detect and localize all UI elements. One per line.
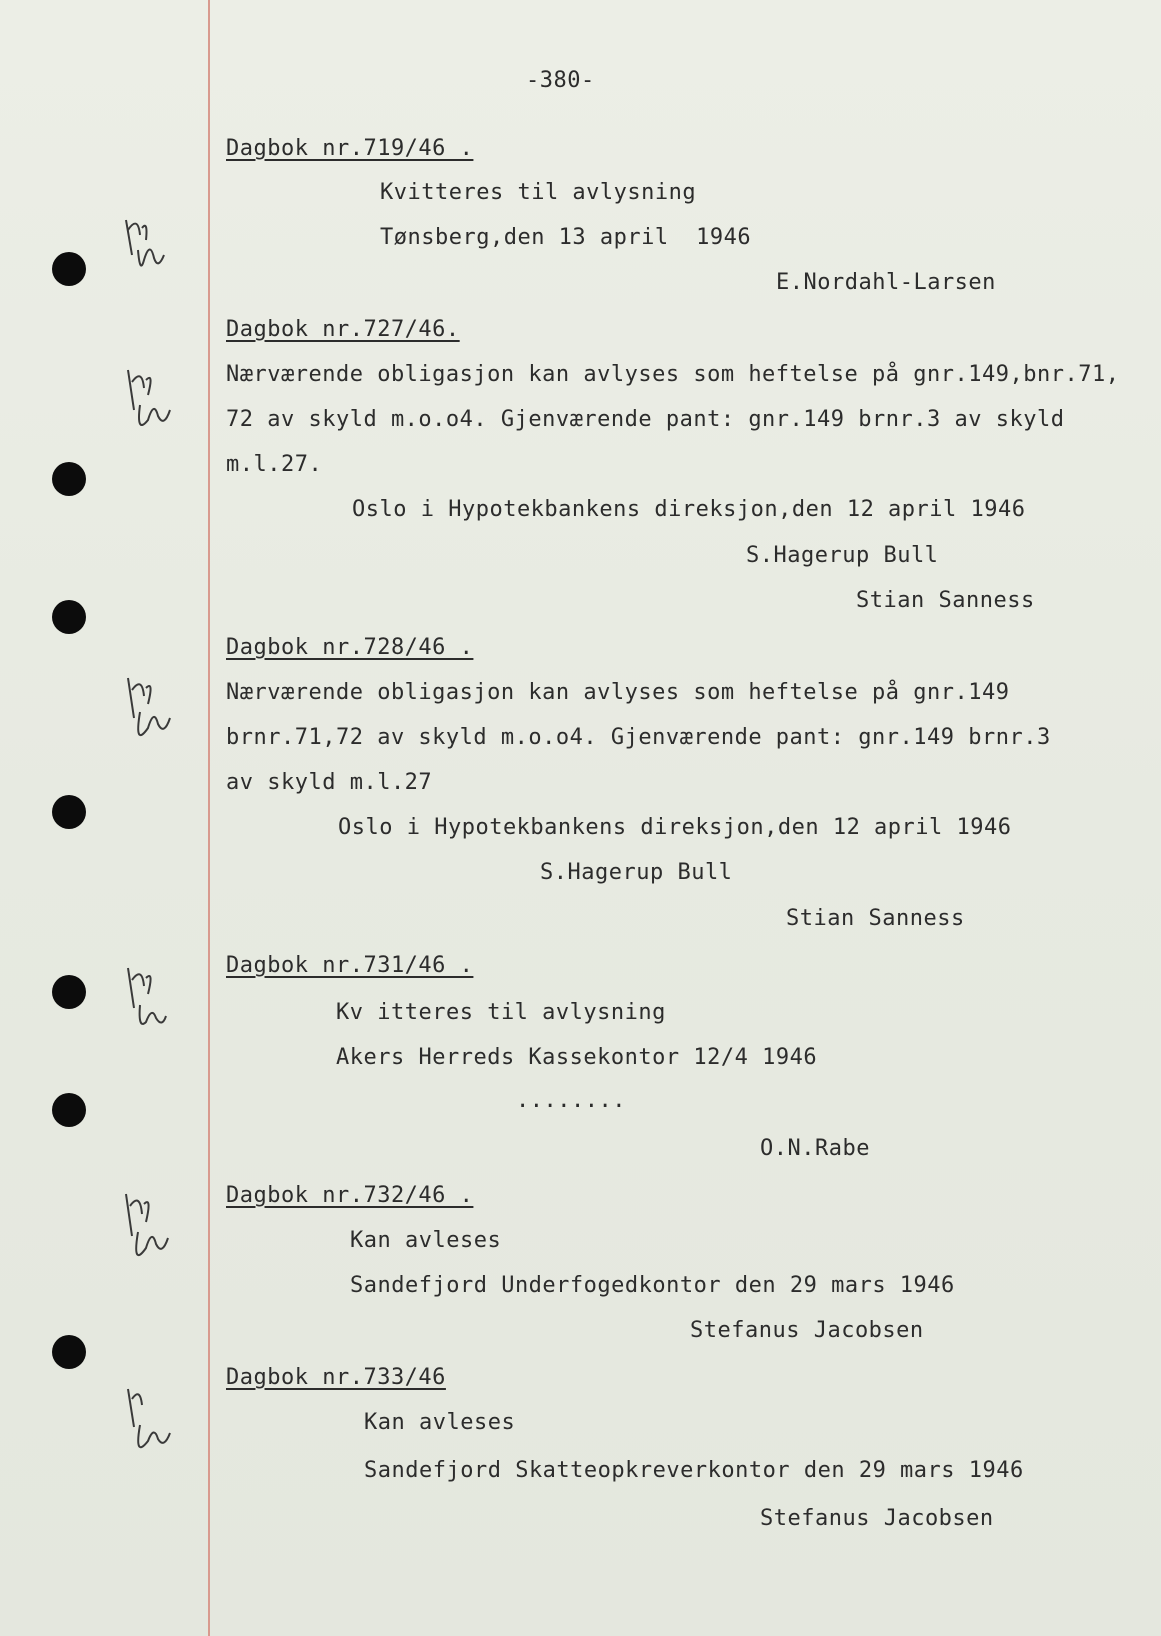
entry-heading: Dagbok nr.727/46. xyxy=(226,317,460,342)
entry-line: Kan avleses xyxy=(364,1410,516,1435)
signature-name: O.N.Rabe xyxy=(760,1136,870,1161)
entry-line: m.l.27. xyxy=(226,452,323,477)
entry-heading: Dagbok nr.719/46 . xyxy=(226,136,474,161)
entry-line: Nærværende obligasjon kan avlyses som heftelse på gnr.149,bnr.71, xyxy=(226,362,1120,387)
signature-name: Stian Sanness xyxy=(856,588,1035,613)
punch-hole xyxy=(52,795,86,829)
entry-heading: Dagbok nr.733/46 xyxy=(226,1365,446,1390)
entry-line: Oslo i Hypotekbankens direksjon,den 12 april 1946 xyxy=(352,497,1026,522)
signature-name: S.Hagerup Bull xyxy=(540,860,733,885)
handwritten-initials xyxy=(118,200,188,290)
entry-line: av skyld m.l.27 xyxy=(226,770,433,795)
signature-name: S.Hagerup Bull xyxy=(746,543,939,568)
signature-name: E.Nordahl-Larsen xyxy=(776,270,996,295)
entry-line: Sandefjord Underfogedkontor den 29 mars 1946 xyxy=(350,1273,955,1298)
punch-hole xyxy=(52,1093,86,1127)
margin-line xyxy=(208,0,210,1636)
handwritten-initials xyxy=(118,660,188,750)
entry-heading: Dagbok nr.732/46 . xyxy=(226,1183,474,1208)
punch-hole xyxy=(52,600,86,634)
signature-name: Stefanus Jacobsen xyxy=(760,1506,994,1531)
punch-hole xyxy=(52,975,86,1009)
entry-line: brnr.71,72 av skyld m.o.o4. Gjenværende pant: gnr.149 brnr.3 xyxy=(226,725,1051,750)
punch-hole xyxy=(52,1335,86,1369)
entry-line: ........ xyxy=(516,1088,626,1113)
page-number: -380- xyxy=(526,68,595,93)
entry-line: Tønsberg,den 13 april 1946 xyxy=(380,225,752,250)
entry-line: Kan avleses xyxy=(350,1228,502,1253)
entry-line: Oslo i Hypotekbankens direksjon,den 12 april 1946 xyxy=(338,815,1012,840)
entry-heading: Dagbok nr.731/46 . xyxy=(226,953,474,978)
handwritten-initials xyxy=(118,1180,188,1270)
entry-line: Nærværende obligasjon kan avlyses som heftelse på gnr.149 xyxy=(226,680,1010,705)
handwritten-initials xyxy=(118,1375,188,1465)
entry-line: Kv itteres til avlysning xyxy=(336,1000,666,1025)
entry-line: Kvitteres til avlysning xyxy=(380,180,697,205)
punch-hole xyxy=(52,462,86,496)
punch-hole xyxy=(52,252,86,286)
entry-heading: Dagbok nr.728/46 . xyxy=(226,635,474,660)
entry-line: 72 av skyld m.o.o4. Gjenværende pant: gnr.149 brnr.3 av skyld xyxy=(226,407,1065,432)
entry-line: Akers Herreds Kassekontor 12/4 1946 xyxy=(336,1045,818,1070)
signature-name: Stefanus Jacobsen xyxy=(690,1318,924,1343)
signature-name: Stian Sanness xyxy=(786,906,965,931)
handwritten-initials xyxy=(118,950,188,1040)
entry-line: Sandefjord Skatteopkreverkontor den 29 mars 1946 xyxy=(364,1458,1024,1483)
handwritten-initials xyxy=(118,350,188,440)
